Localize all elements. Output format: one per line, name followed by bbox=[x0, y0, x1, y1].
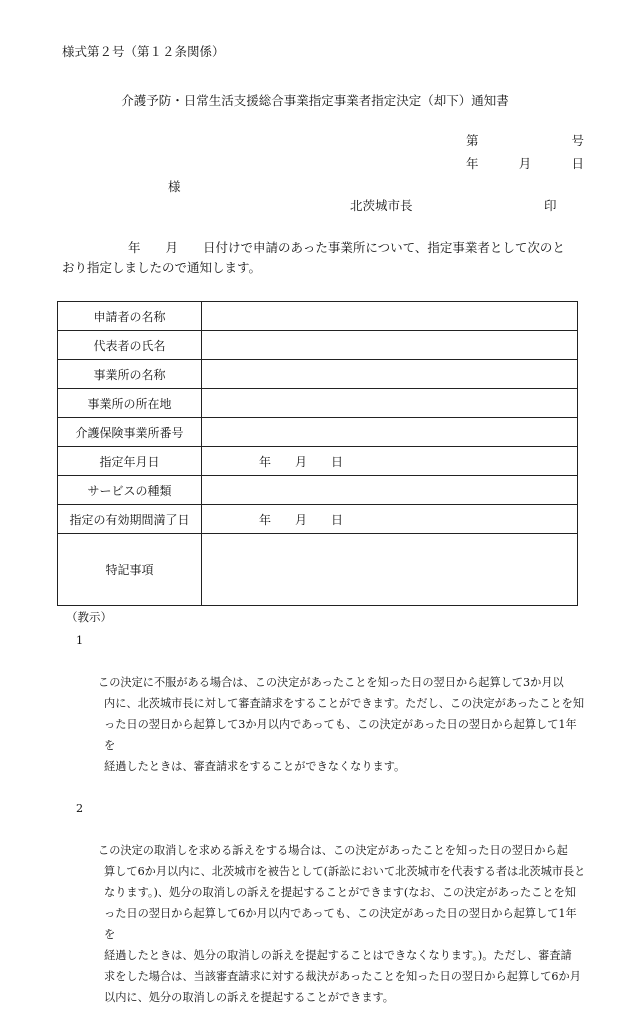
field-year: 年 bbox=[259, 454, 272, 469]
designation-table bbox=[57, 301, 578, 606]
notes-list bbox=[66, 630, 586, 1029]
designation-date-fields bbox=[259, 447, 343, 475]
field-day: 日 bbox=[331, 512, 344, 527]
row-value bbox=[202, 389, 578, 418]
addressee: 様 bbox=[168, 179, 181, 194]
row-label: 申請者の名称 bbox=[58, 302, 202, 331]
row-value bbox=[202, 476, 578, 505]
note-text: この決定に不服がある場合は、この決定があったことを知った日の翌日から起算して3か月以 内に、北茨城市長に対して審査請求をすることができます。ただし、この決定があったことを知 った日の翌日から起算して3か月以内であっても、この決定があった日の翌日から起算して1年を 経過したときは、審査請求をすることができなくなります。 bbox=[98, 676, 585, 773]
date-year: 年 bbox=[466, 156, 479, 171]
note-number: 1 bbox=[76, 634, 84, 647]
field-year: 年 bbox=[259, 512, 272, 527]
table-row bbox=[58, 418, 578, 447]
table-row bbox=[58, 389, 578, 418]
note-number: 2 bbox=[76, 802, 84, 815]
row-label: 指定の有効期間満了日 bbox=[58, 505, 202, 534]
field-month: 月 bbox=[295, 512, 308, 527]
row-label: 事業所の所在地 bbox=[58, 389, 202, 418]
row-label: 指定年月日 bbox=[58, 447, 202, 476]
table-row bbox=[58, 360, 578, 389]
row-label: サービスの種類 bbox=[58, 476, 202, 505]
table-row bbox=[58, 447, 578, 476]
form-number: 様式第２号（第１２条関係） bbox=[62, 44, 225, 59]
document-date-line bbox=[466, 154, 584, 172]
date-day: 日 bbox=[571, 156, 584, 171]
expiry-date-fields bbox=[259, 505, 343, 533]
body-line1-rest: 日付けで申請のあった事業所について、指定事業者として次のと bbox=[203, 240, 565, 255]
notice-body bbox=[62, 238, 587, 278]
row-value bbox=[202, 505, 578, 534]
notes-header: （教示） bbox=[66, 610, 112, 624]
table-row bbox=[58, 331, 578, 360]
table-row bbox=[58, 302, 578, 331]
issuer: 北茨城市長 bbox=[350, 198, 413, 213]
seal-mark: 印 bbox=[544, 198, 557, 213]
row-label: 事業所の名称 bbox=[58, 360, 202, 389]
document-number-line bbox=[466, 131, 584, 149]
row-value bbox=[202, 360, 578, 389]
note-text: この決定の取消しを求める訴えをする場合は、この決定があったことを知った日の翌日から起 算して6か月以内に、北茨城市を被告として(訴訟において北茨城市を代表する者は北茨城市長と なります。)、処分の取消しの訴えを提起することができます(なお、この決定があったことを知 った日の翌日から起算して6か月以内であっても、この決定があった日の翌日から起算して1年を 経過したときは、処分の取消しの訴えを提起することはできなくなります。)。ただし、審査請 求をした場合は、当該審査請求に対する裁決があったことを知った日の翌日から起算して6か月 以内に、処分の取消しの訴えを提起することができます。 bbox=[98, 844, 586, 1004]
row-value bbox=[202, 534, 578, 606]
table-row bbox=[58, 534, 578, 606]
row-label: 特記事項 bbox=[58, 534, 202, 606]
note-item bbox=[66, 630, 586, 798]
table-row bbox=[58, 505, 578, 534]
row-value bbox=[202, 418, 578, 447]
table-row bbox=[58, 476, 578, 505]
body-month: 月 bbox=[165, 240, 179, 255]
number-suffix: 号 bbox=[571, 133, 584, 148]
row-value bbox=[202, 447, 578, 476]
row-label: 代表者の氏名 bbox=[58, 331, 202, 360]
row-value bbox=[202, 331, 578, 360]
body-year: 年 bbox=[128, 240, 141, 255]
row-value bbox=[202, 302, 578, 331]
field-month: 月 bbox=[295, 454, 308, 469]
field-day: 日 bbox=[331, 454, 344, 469]
document-title: 介護予防・日常生活支援総合事業指定事業者指定決定（却下）通知書 bbox=[121, 93, 509, 108]
row-label: 介護保険事業所番号 bbox=[58, 418, 202, 447]
date-month: 月 bbox=[518, 156, 532, 171]
note-item bbox=[66, 798, 586, 1029]
notice-body-line2: おり指定しましたので通知します。 bbox=[62, 260, 262, 275]
number-prefix: 第 bbox=[466, 133, 479, 148]
notice-body-line1 bbox=[62, 238, 587, 258]
